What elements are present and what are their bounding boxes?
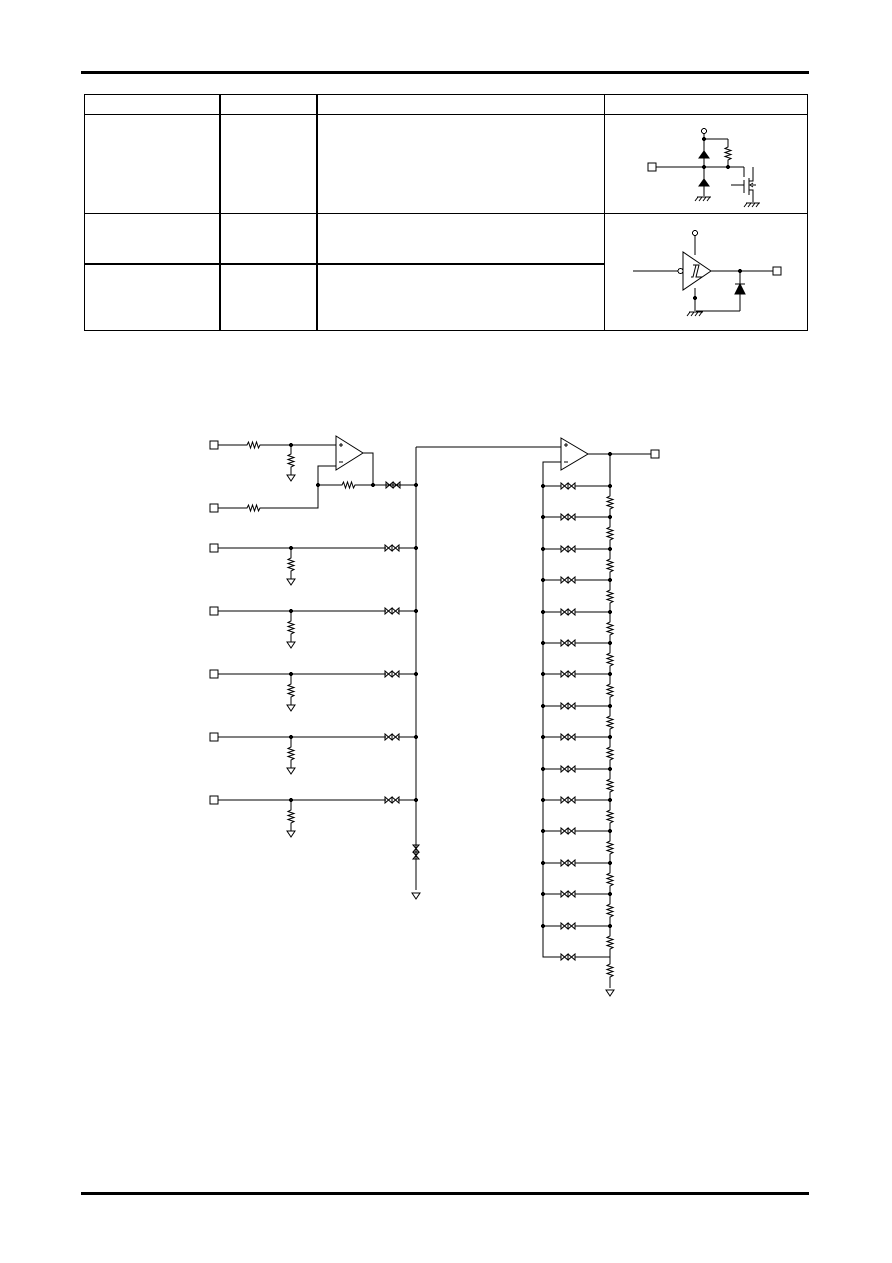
junction-dot (702, 137, 706, 141)
ground-icon (744, 203, 760, 207)
input-pin-terminal (210, 544, 218, 552)
junction-dot (541, 735, 545, 739)
junction-dot (541, 578, 545, 582)
junction-dot (726, 165, 730, 169)
analog-switch (561, 483, 575, 489)
analog-switch (561, 734, 575, 740)
input-pin-terminal (210, 441, 218, 449)
wire (218, 800, 416, 831)
junction-dot (541, 892, 545, 896)
ladder-resistor (607, 651, 613, 668)
ladder-tap (541, 734, 613, 769)
input-channel-group (210, 544, 418, 837)
shunt-resistor (288, 682, 294, 699)
junction-dot (289, 609, 293, 613)
junction-dot (541, 547, 545, 551)
junction-dot (702, 165, 706, 169)
opamp-input (336, 436, 363, 470)
shunt-resistor (288, 808, 294, 825)
wire (218, 548, 416, 579)
junction-dot (541, 641, 545, 645)
input-channel (210, 733, 418, 774)
bias-resistor (288, 452, 294, 469)
ladder-resistor (607, 620, 613, 637)
ladder-resistor (607, 682, 613, 699)
analog-switch (561, 766, 575, 772)
nmos-transistor (731, 167, 756, 202)
wire (633, 236, 773, 311)
analog-switch (385, 545, 399, 551)
output-pin-terminal (651, 450, 659, 458)
wire (386, 447, 561, 890)
pullup-resistor (725, 145, 731, 162)
ground-icon (287, 768, 295, 774)
input-pin-terminal (210, 733, 218, 741)
ladder-tap (541, 891, 613, 926)
ground-icon (687, 312, 703, 316)
ladder-resistor (607, 557, 613, 574)
analog-switch (561, 514, 575, 520)
input-pin-terminal (210, 670, 218, 678)
differential-amplifier-section (210, 436, 412, 512)
vdd-terminal (702, 129, 707, 134)
ladder-tap (541, 514, 613, 549)
protection-diode-lower (699, 179, 709, 186)
junction-dot (289, 546, 293, 550)
ladder-tap (541, 483, 613, 517)
ladder-resistor (607, 714, 613, 731)
ladder-tap (541, 609, 613, 643)
analog-switch (561, 797, 575, 803)
ladder-tap (541, 640, 613, 674)
junction-dot (608, 452, 612, 456)
analog-switch (561, 860, 575, 866)
shunt-resistor (288, 556, 294, 573)
inverting-bubble (678, 269, 683, 274)
ladder-tap (541, 766, 613, 800)
analog-switch (561, 546, 575, 552)
junction-dot (541, 515, 545, 519)
analog-switch (561, 609, 575, 615)
analog-switch (385, 671, 399, 677)
wire (218, 445, 412, 508)
junction-dot (289, 672, 293, 676)
output-buffer-section (543, 438, 659, 996)
feedback-resistor (340, 482, 357, 488)
junction-dot (541, 610, 545, 614)
junction-dot (541, 767, 545, 771)
shunt-resistor (288, 745, 294, 762)
ladder-resistor (607, 808, 613, 825)
ladder-tap (541, 860, 613, 894)
ground-icon (287, 579, 295, 585)
wire (656, 134, 744, 196)
signal-bus (386, 447, 561, 899)
footer-rule (81, 1192, 809, 1195)
input-pin-terminal (210, 607, 218, 615)
analog-switch (561, 954, 575, 960)
ground-icon (287, 705, 295, 711)
ladder-tap (541, 577, 613, 612)
opamp-output (561, 438, 588, 470)
ladder-resistor (607, 902, 613, 919)
ladder-tap (541, 671, 613, 706)
hysteresis-icon (691, 265, 702, 277)
junction-dot (541, 861, 545, 865)
ladder-tap (541, 546, 613, 580)
open-drain-output-circuit (648, 129, 760, 208)
ground-icon (287, 831, 295, 837)
protection-diode-upper (699, 151, 709, 158)
vdd-terminal (693, 231, 698, 236)
ground-icon (695, 197, 711, 201)
junction-dot (414, 483, 418, 487)
ladder-resistor (607, 494, 613, 511)
analog-switch (385, 734, 399, 740)
junction-dot (541, 484, 545, 488)
resistor-ladder (541, 483, 613, 957)
ladder-resistor (607, 962, 613, 979)
analog-switch (561, 703, 575, 709)
ladder-resistor (607, 934, 613, 951)
junction-dot (541, 798, 545, 802)
wire (218, 737, 416, 768)
input-channel (210, 607, 418, 648)
junction-dot (541, 829, 545, 833)
output-pin-terminal (648, 163, 656, 171)
analog-switch (561, 828, 575, 834)
analog-switch (561, 891, 575, 897)
junction-dot (289, 798, 293, 802)
ground-icon (287, 642, 295, 648)
input-resistor (245, 505, 262, 511)
ladder-tap (541, 797, 613, 831)
junction-dot (541, 672, 545, 676)
analog-switch (385, 608, 399, 614)
ladder-tap (541, 828, 613, 863)
junction-dot (541, 704, 545, 708)
ladder-resistor (607, 839, 613, 856)
schmitt-input-circuit (633, 231, 781, 317)
input-channel (210, 544, 418, 585)
protection-diode (735, 284, 745, 294)
analog-switch (561, 671, 575, 677)
junction-dot (289, 735, 293, 739)
wire (218, 611, 416, 642)
ladder-resistor (607, 588, 613, 605)
ladder-resistor (607, 745, 613, 762)
ladder-resistor (607, 777, 613, 794)
junction-dot (371, 483, 375, 487)
input-channel (210, 796, 418, 837)
junction-dot (541, 924, 545, 928)
shunt-resistor (288, 619, 294, 636)
ladder-resistor (607, 525, 613, 542)
junction-dot (693, 296, 697, 300)
analog-switch (561, 640, 575, 646)
junction-dot (316, 483, 320, 487)
ground-icon (606, 990, 614, 996)
ladder-tap (541, 703, 613, 737)
analog-switch (385, 797, 399, 803)
input-pin-terminal (773, 267, 781, 275)
junction-dot (738, 269, 742, 273)
analog-switch (561, 923, 575, 929)
input-resistor (245, 442, 262, 448)
ground-icon (412, 893, 420, 899)
input-channel (210, 670, 418, 711)
ground-icon (287, 475, 295, 481)
wire (218, 674, 416, 705)
input-pin-terminal (210, 796, 218, 804)
analog-switch (561, 577, 575, 583)
input-pin-terminal (210, 504, 218, 512)
ladder-resistor (607, 871, 613, 888)
junction-dot (289, 443, 293, 447)
ladder-tap (541, 923, 613, 957)
